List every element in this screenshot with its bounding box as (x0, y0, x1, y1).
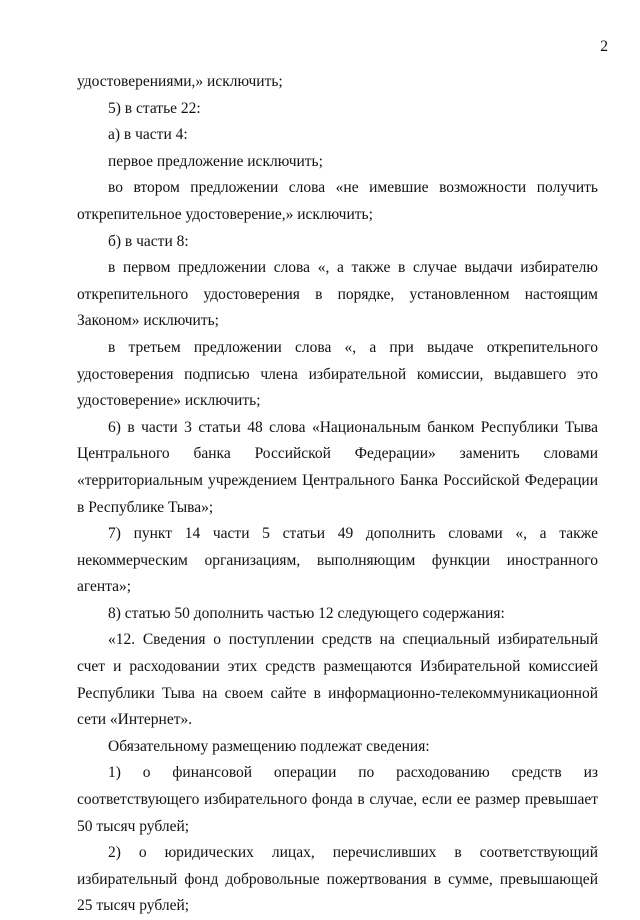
paragraph-mandatory-info: Обязательному размещению подлежат сведения: (108, 737, 430, 755)
paragraph-item-8: 8) статью 50 дополнить частью 12 следующего содержания: (108, 604, 505, 622)
paragraph-subitem-b: б) в части 8: (108, 232, 189, 250)
page-number: 2 (600, 38, 608, 55)
paragraph-subitem-1: 1) о финансовой операции по расходованию средств из соответствующего избирательного фонда в случае, если ее размер превышает 50 тысяч рублей; (77, 764, 598, 835)
paragraph-continuation: удостоверениями,» исключить; (77, 73, 283, 90)
paragraph-item-7: 7) пункт 14 части 5 статьи 49 дополнить словами «, а также некоммерческим организациям, выполняющим функции иностранного агента»; (77, 525, 598, 596)
paragraph-item-5: 5) в статье 22: (108, 99, 201, 117)
paragraph-subitem-a: а) в части 4: (108, 126, 188, 144)
paragraph-third-sentence-b: в третьем предложении слова «, а при выдаче открепительного удостоверения подписью члена избирательной комиссии, выдавшего это удостоверение» исключить; (77, 338, 598, 410)
paragraph-part-12: «12. Сведения о поступлении средств на специальный избирательный счет и расходовании этих средств размещаются Избирательной комиссией Республики Тыва на своем сайте в информационно-телекоммуникационной сети «Интернет». (77, 631, 598, 729)
paragraph-first-sentence: первое предложение исключить; (108, 152, 323, 170)
paragraph-second-sentence: во втором предложении слова «не имевшие возможности получить открепительное удостоверение,» исключить; (77, 179, 598, 223)
document-body (77, 69, 598, 920)
paragraph-first-sentence-b: в первом предложении слова «, а также в случае выдачи избирателю открепительного удостоверения в порядке, установленном настоящим Законом» исключить; (77, 259, 598, 330)
paragraph-subitem-2: 2) о юридических лицах, перечисливших в соответствующий избирательный фонд добровольные пожертвования в сумме, превышающей 25 тысяч рублей; (77, 844, 598, 915)
paragraph-item-6: 6) в части 3 статьи 48 слова «Национальным банком Республики Тыва Центрального банка Российской Федерации» заменить словами «территориальным учреждением Центрального Банка Российской Федерации в Республике Тыва»; (77, 418, 598, 516)
